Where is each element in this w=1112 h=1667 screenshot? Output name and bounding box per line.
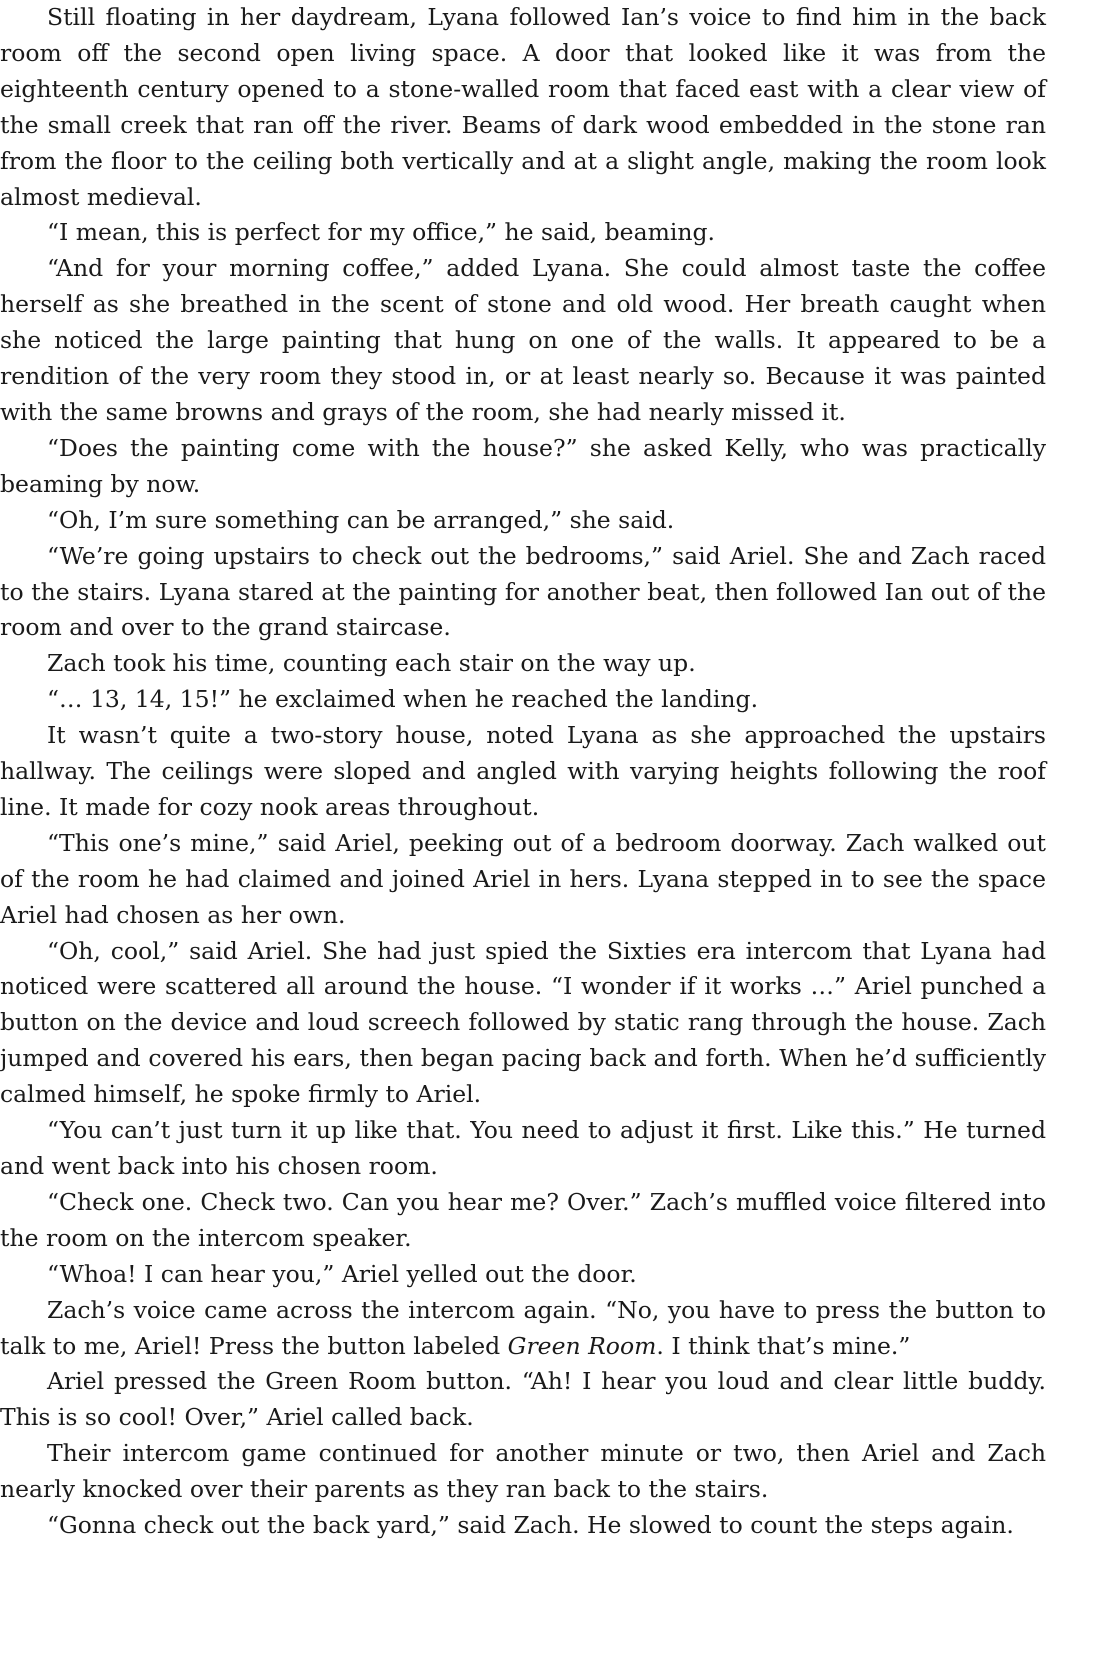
paragraph-3: “And for your morning coffee,” added Lyana. She could almost taste the coffee herself as she breathed in the scent of stone and old wood. Her breath caught when she noticed the large painting that hung on one of the walls. It appeared to be a rendition of the very room they stood in, or at least nearly so. Because it was painted with the same browns and grays of the room, she had nearly missed it. <box>0 254 1046 426</box>
paragraph-14: “Whoa! I can hear you,” Ariel yelled out the door. <box>47 1259 637 1288</box>
paragraph-1: Still floating in her daydream, Lyana followed Ian’s voice to find him in the back room off the second open living space. A door that looked like it was from the eighteenth century opened to a stone-walled room that faced east with a clear view of the small creek that ran off the river. Beams of dark wood embedded in the stone ran from the floor to the ceiling both vertically and at a slight angle, making the room look almost medieval. <box>0 3 1046 211</box>
paragraph-12: “You can’t just turn it up like that. You need to adjust it first. Like this.” He turned and went back into his chosen room. <box>0 1116 1046 1180</box>
paragraph-2: “I mean, this is perfect for my office,” he said, beaming. <box>47 218 716 247</box>
paragraph-16: Ariel pressed the Green Room button. “Ah! I hear you loud and clear little buddy. This is so cool! Over,” Ariel called back. <box>0 1367 1046 1432</box>
paragraph-15 <box>0 1293 1046 1365</box>
room-label-italic: Green Room <box>507 1331 657 1360</box>
paragraph-5: “Oh, I’m sure something can be arranged,” she said. <box>47 505 675 534</box>
paragraph-13: “Check one. Check two. Can you hear me? Over.” Zach’s muffled voice filtered into the room on the intercom speaker. <box>0 1187 1046 1252</box>
paragraph-15-after: . I think that’s mine.” <box>656 1331 911 1360</box>
paragraph-9: It wasn’t quite a two-story house, noted Lyana as she approached the upstairs hallway. The ceilings were sloped and angled with varying heights following the roof line. It made for cozy nook areas throughout. <box>0 721 1046 821</box>
paragraph-11: “Oh, cool,” said Ariel. She had just spied the Sixties era intercom that Lyana had noticed were scattered all around the house. “I wonder if it works …” Ariel punched a button on the device and loud screech followed by static rang through the house. Zach jumped and covered his ears, then began pacing back and forth. When he’d sufficiently calmed himself, he spoke firmly to Ariel. <box>0 936 1046 1109</box>
paragraph-18: “Gonna check out the back yard,” said Zach. He slowed to count the steps again. <box>47 1511 1014 1540</box>
paragraph-7: Zach took his time, counting each stair on the way up. <box>47 649 696 678</box>
paragraph-8: “… 13, 14, 15!” he exclaimed when he reached the landing. <box>47 685 759 714</box>
paragraph-15-before: Zach’s voice came across the intercom again. “No, you have to press the button to talk to me, Ariel! Press the button labeled <box>0 1295 1046 1360</box>
paragraph-17: Their intercom game continued for another minute or two, then Ariel and Zach nearly knocked over their parents as they ran back to the stairs. <box>0 1439 1046 1504</box>
paragraph-10: “This one’s mine,” said Ariel, peeking out of a bedroom doorway. Zach walked out of the room he had claimed and joined Ariel in hers. Lyana stepped in to see the space Ariel had chosen as her own. <box>0 828 1046 929</box>
paragraph-6: “We’re going upstairs to check out the bedrooms,” said Ariel. She and Zach raced to the stairs. Lyana stared at the painting for another beat, then followed Ian out of the room and over to the grand staircase. <box>0 541 1046 642</box>
paragraph-4: “Does the painting come with the house?” she asked Kelly, who was practically beaming by now. <box>0 433 1046 498</box>
